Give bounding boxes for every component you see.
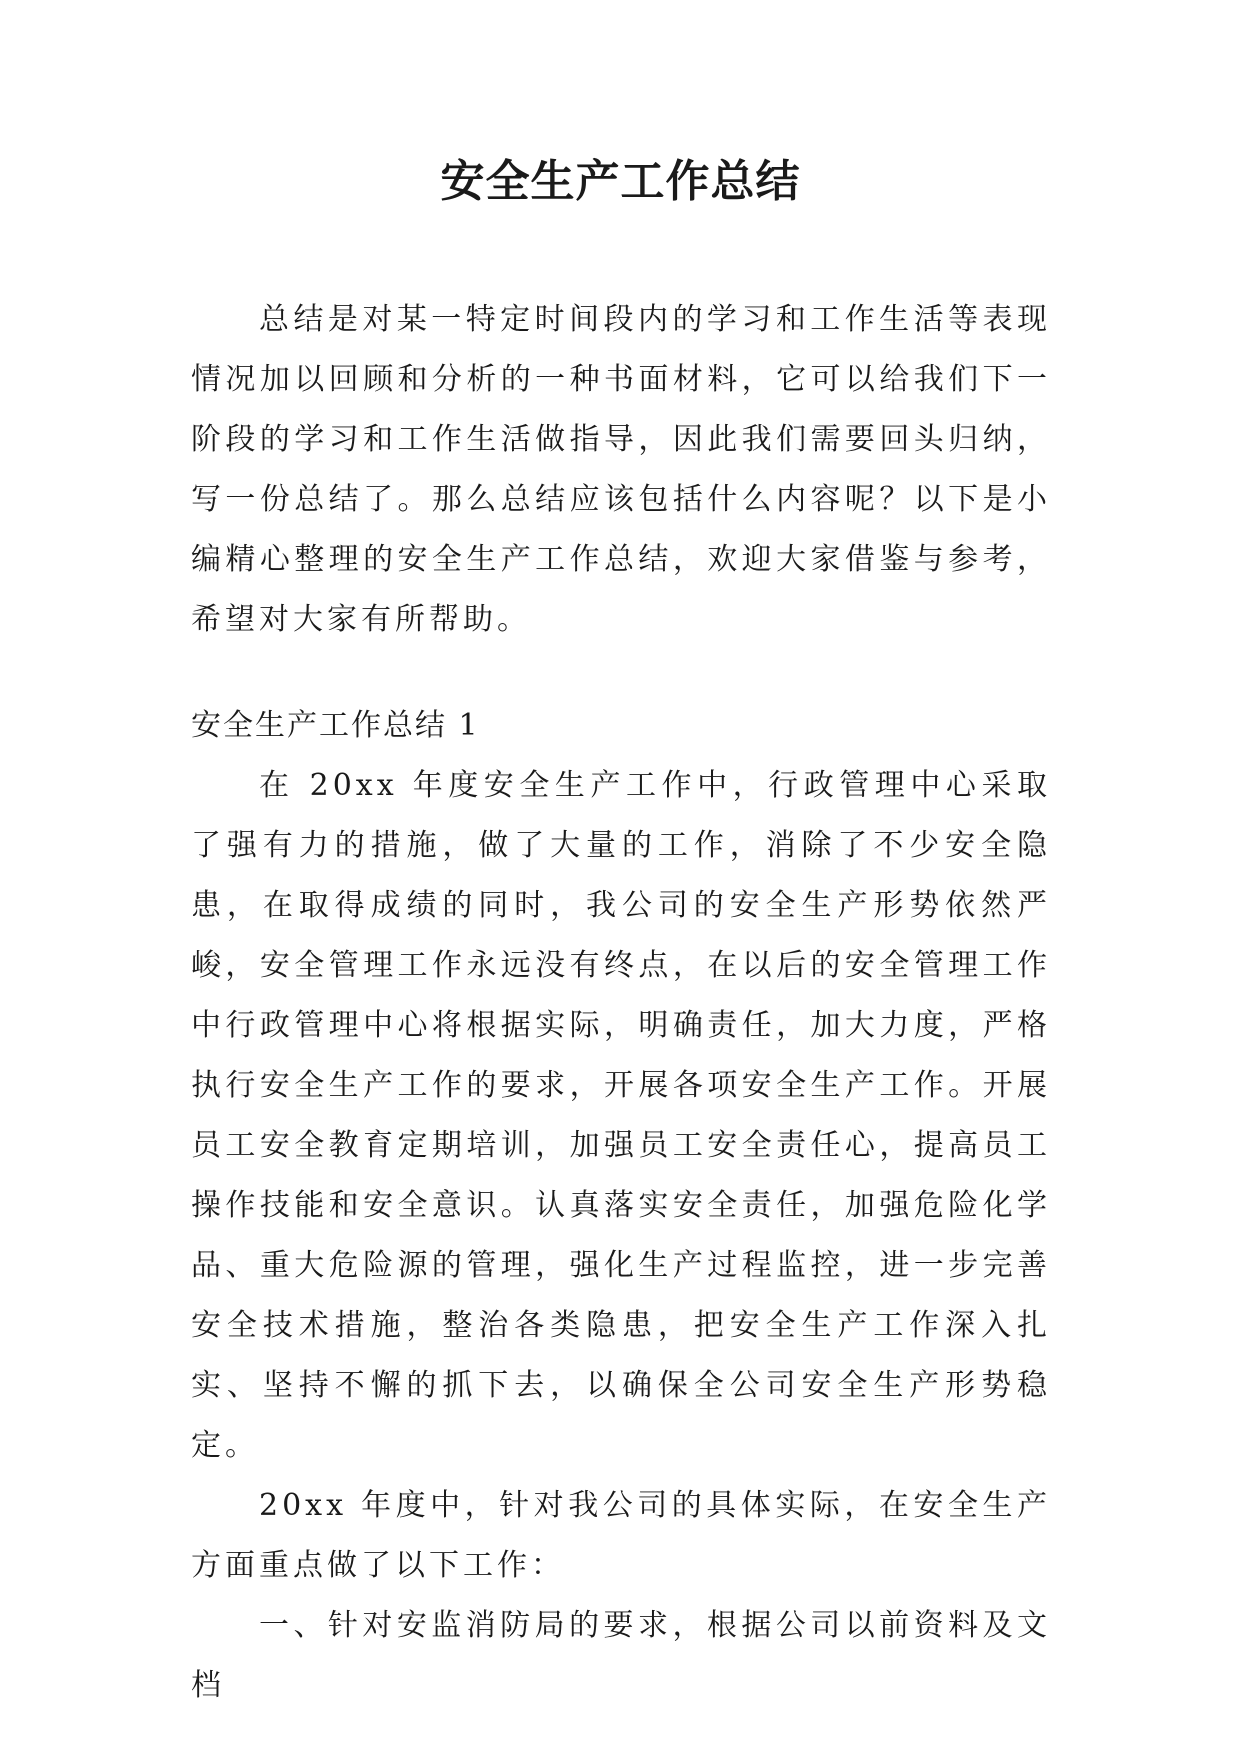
section-body	[191, 756, 1051, 1716]
section-paragraph-1: 在 20xx 年度安全生产工作中，行政管理中心采取了强有力的措施，做了大量的工作，消除了不少安全隐患，在取得成绩的同时，我公司的安全生产形势依然严峻，安全管理工作永远没有终点，在以后的安全管理工作中行政管理中心将根据实际，明确责任，加大力度，严格执行安全生产工作的要求，开展各项安全生产工作。开展员工安全教育定期培训，加强员工安全责任心，提高员工操作技能和安全意识。认真落实安全责任，加强危险化学品、重大危险源的管理，强化生产过程监控，进一步完善安全技术措施，整治各类隐患，把安全生产工作深入扎实、坚持不懈的抓下去，以确保全公司安全生产形势稳定。	[191, 768, 1051, 1463]
section-heading: 安全生产工作总结 1	[191, 708, 480, 743]
document-title: 安全生产工作总结	[440, 156, 801, 207]
section-paragraph-3: 一、针对安监消防局的要求，根据公司以前资料及文档	[191, 1608, 1051, 1703]
intro-paragraph: 总结是对某一特定时间段内的学习和工作生活等表现情况加以回顾和分析的一种书面材料，它可以给我们下一阶段的学习和工作生活做指导，因此我们需要回头归纳，写一份总结了。那么总结应该包括什么内容呢？以下是小编精心整理的安全生产工作总结，欢迎大家借鉴与参考，希望对大家有所帮助。	[191, 302, 1051, 637]
section-paragraph-2: 20xx 年度中，针对我公司的具体实际，在安全生产方面重点做了以下工作：	[191, 1488, 1051, 1583]
